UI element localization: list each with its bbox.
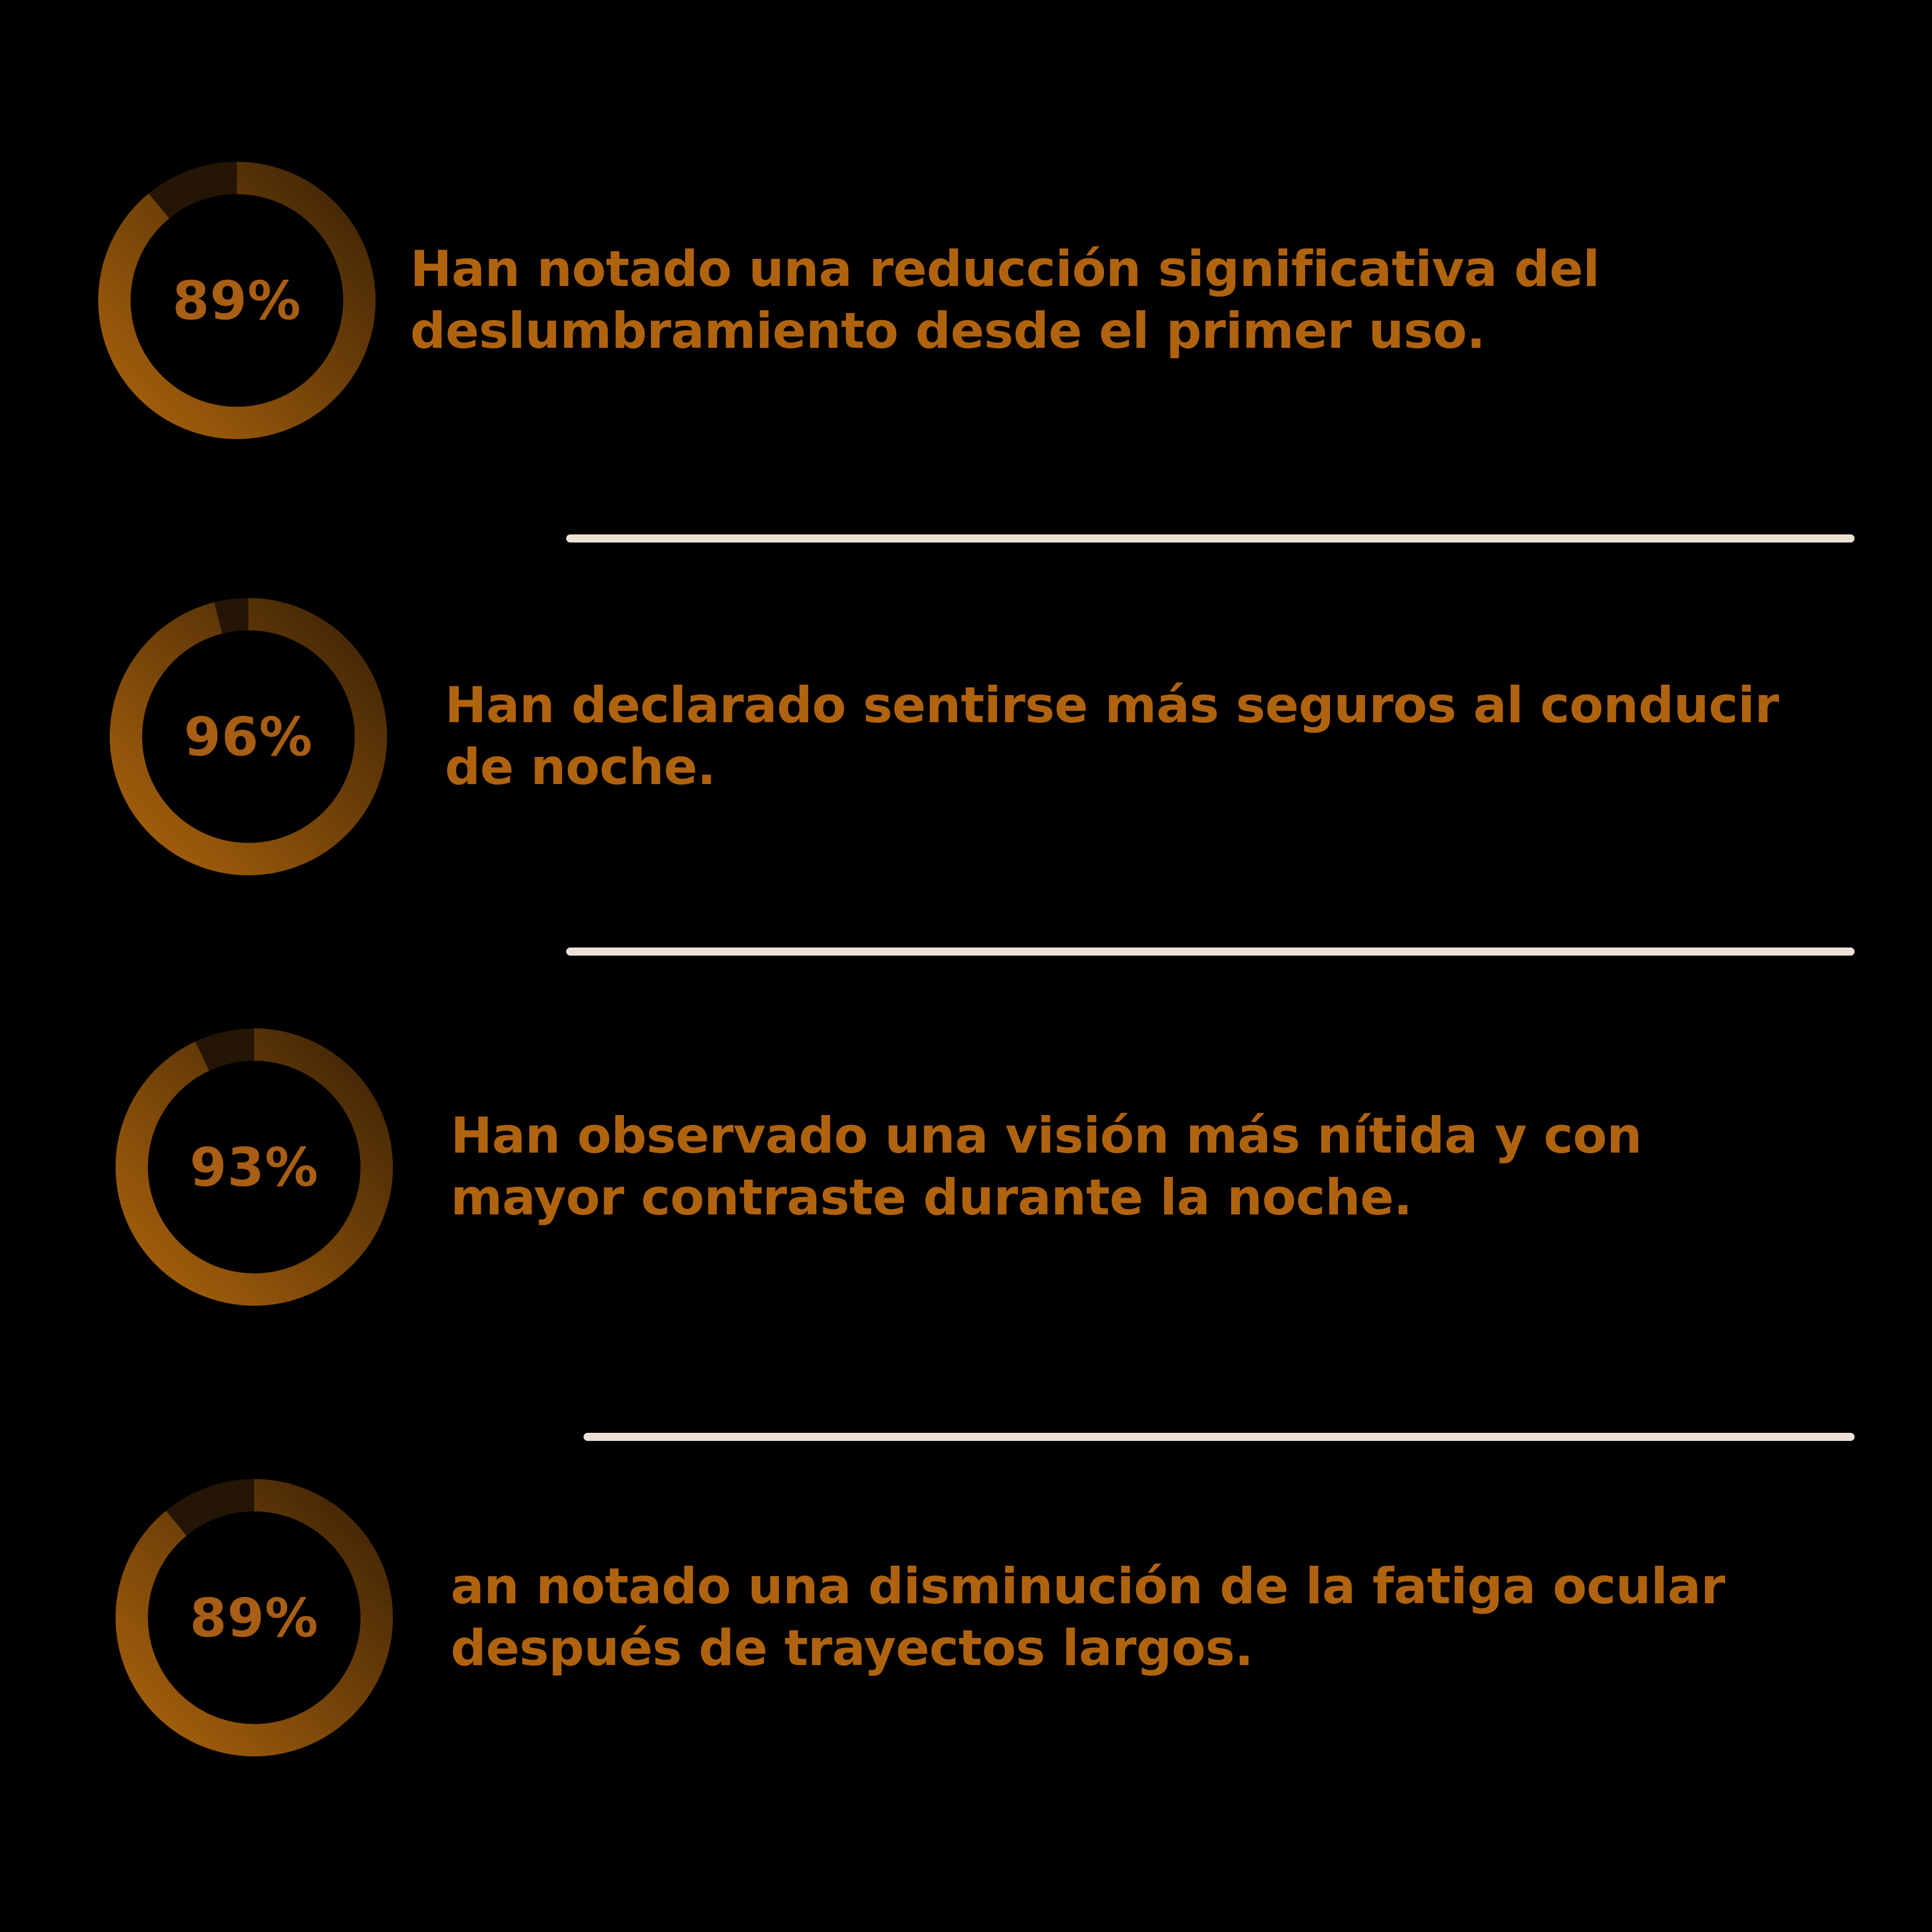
stat-text-wrapper (399, 239, 1866, 362)
stat-text-wrapper (416, 1556, 1866, 1679)
donut-chart-2-wrapper (87, 581, 410, 893)
stat-row (87, 540, 1866, 933)
stat-row (75, 104, 1866, 497)
donut-chart-4-wrapper (92, 1462, 416, 1774)
stat-description: Han observado una visión más nítida y con mayor contraste durante la noche. (451, 1107, 1642, 1227)
donut-percent-label: 96% (184, 705, 313, 768)
donut-chart-2 (92, 581, 404, 893)
stat-description: an notado una disminución de la fatiga ocular después de trayectos largos. (451, 1558, 1725, 1677)
stat-text-wrapper (410, 675, 1866, 798)
donut-percent-label: 89% (190, 1587, 319, 1649)
stat-row (92, 971, 1866, 1363)
stat-text-wrapper (416, 1105, 1866, 1228)
stat-description: Han declarado sentirse más seguros al conducir de noche. (445, 677, 1779, 796)
donut-percent-label: 89% (172, 269, 302, 332)
donut-chart-4 (98, 1462, 410, 1774)
donut-chart-3-wrapper (92, 1011, 416, 1323)
donut-chart-1-wrapper (75, 144, 399, 456)
stat-row (92, 1421, 1866, 1814)
donut-chart-3 (98, 1011, 410, 1323)
donut-percent-label: 93% (190, 1136, 319, 1198)
divider-2 (566, 948, 1855, 956)
stat-description: Han notado una reducción significativa del deslumbramiento desde el primer uso. (410, 240, 1600, 360)
donut-chart-1 (81, 144, 393, 456)
